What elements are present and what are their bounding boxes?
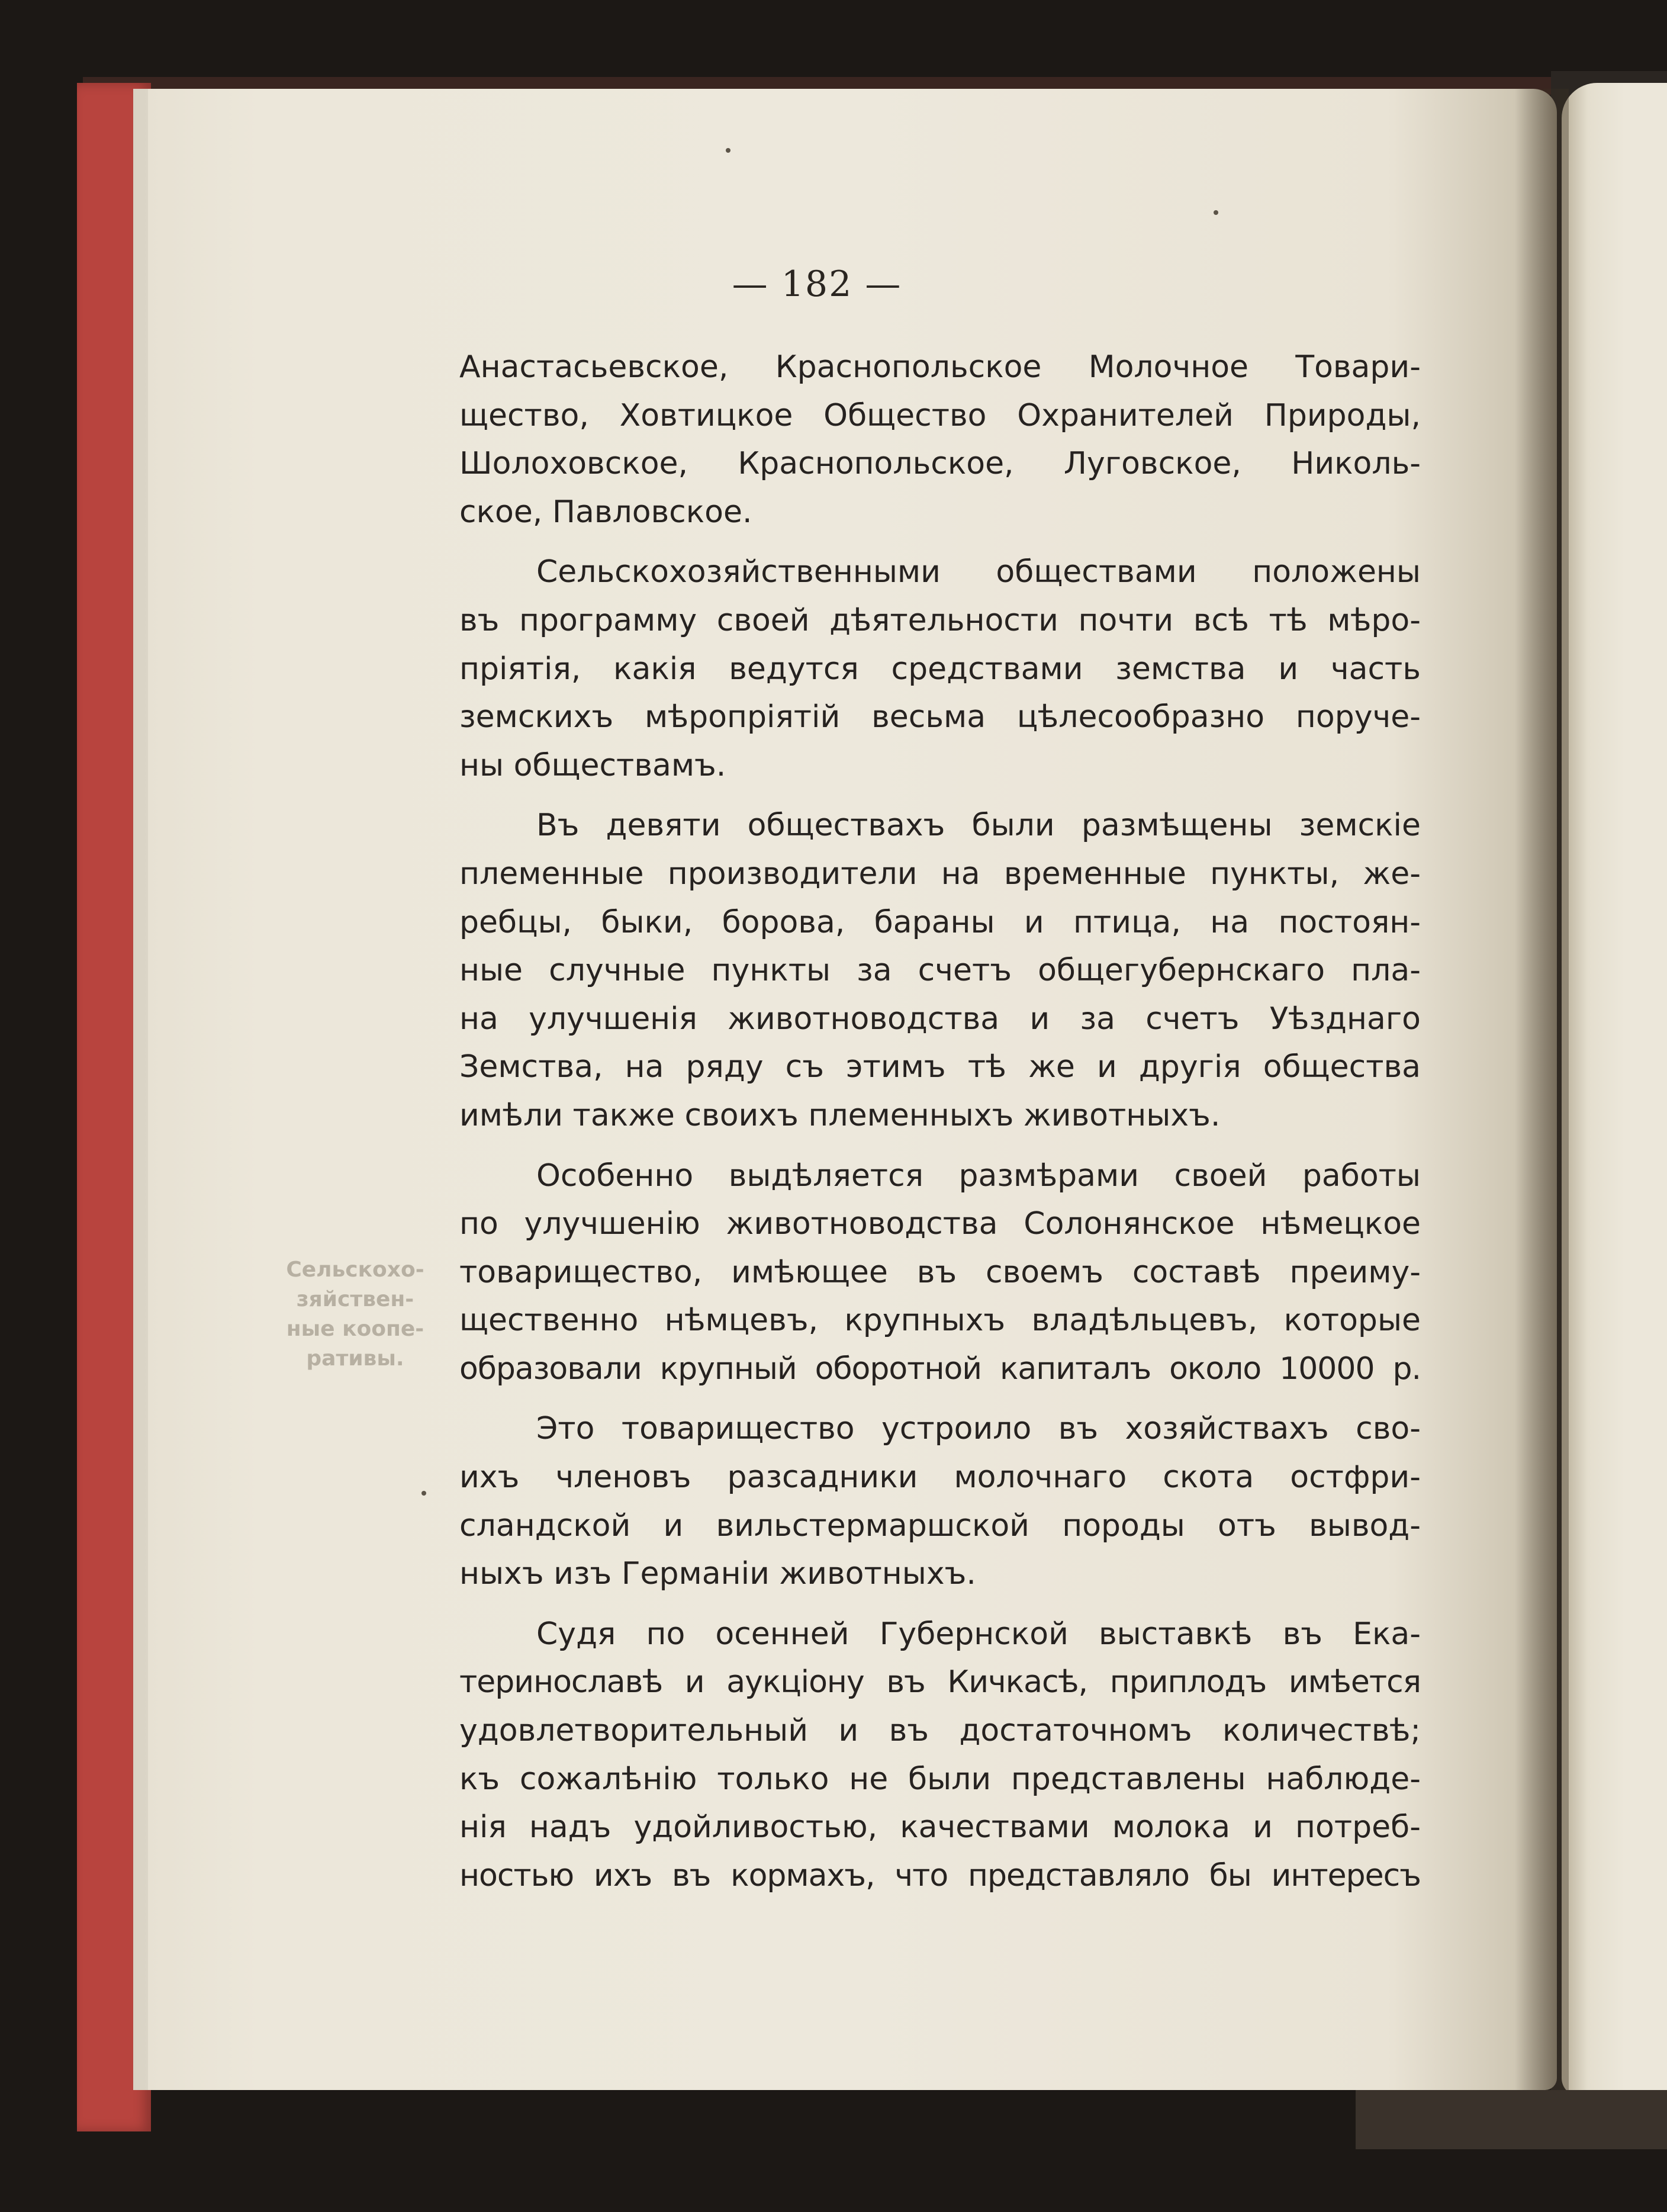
spine-shadow <box>1515 89 1569 2090</box>
text-line: Въ девяти обществахъ были размѣщены земскіе <box>536 808 1421 844</box>
text-line: теринославѣ и аукціону въ Кичкасѣ, приплодъ имѣется <box>459 1664 1421 1700</box>
body-text <box>459 343 1421 1900</box>
margin-note-line: ные коопе- <box>286 1317 424 1341</box>
text-line: ребцы, быки, борова, бараны и птица, на постоян- <box>459 904 1421 940</box>
text-line: ностью ихъ въ кормахъ, что представляло бы интересъ <box>459 1857 1421 1893</box>
text-line: товарищество, имѣющее въ своемъ составѣ преиму- <box>459 1254 1421 1290</box>
text-line: щество, Ховтицкое Общество Охранителей Природы, <box>459 397 1421 433</box>
text-line: Земства, на ряду съ этимъ тѣ же и другія общества <box>459 1049 1421 1085</box>
margin-note-line: ративы. <box>306 1346 404 1371</box>
text-line: племенные производители на временные пункты, же- <box>459 856 1421 892</box>
text-line: Шолоховское, Краснопольское, Луговское, Николь- <box>459 446 1421 482</box>
text-line: въ программу своей дѣятельности почти всѣ тѣ мѣро- <box>459 602 1421 638</box>
text-line: къ сожалѣнію только не были представлены наблюде- <box>459 1761 1421 1797</box>
page-number: — 182 — <box>732 263 902 305</box>
text-line: ны обществамъ. <box>459 747 726 783</box>
text-line: ское, Павловское. <box>459 494 752 530</box>
text-line: Сельскохозяйственными обществами положены <box>536 554 1421 590</box>
text-line: Особенно выдѣляется размѣрами своей работы <box>536 1158 1421 1194</box>
margin-note-line: зяйствен- <box>296 1287 414 1311</box>
text-line: Судя по осенней Губернской выставкѣ въ Ека- <box>536 1616 1421 1652</box>
facing-page <box>1562 83 1667 2096</box>
text-line: удовлетворительный и въ достаточномъ количествѣ; <box>459 1713 1421 1749</box>
text-line: ные случные пункты за счетъ общегубернскаго пла- <box>459 953 1421 989</box>
text-line: земскихъ мѣропріятій весьма цѣлесообразно поруче- <box>459 699 1421 735</box>
paper-speck <box>726 148 730 153</box>
text-line: пріятія, какія ведутся средствами земства и часть <box>459 651 1421 687</box>
text-line: Анастасьевское, Краснопольское Молочное Товари- <box>459 349 1421 385</box>
text-line: имѣли также своихъ племенныхъ животныхъ. <box>459 1097 1221 1133</box>
text-line: щественно нѣмцевъ, крупныхъ владѣльцевъ, которые <box>459 1303 1421 1339</box>
text-line: по улучшенію животноводства Солонянское нѣмецкое <box>459 1206 1421 1242</box>
paper-speck <box>1214 210 1218 215</box>
text-line: сландской и вильстермаршской породы отъ вывод- <box>459 1507 1421 1544</box>
text-line: нія надъ удойливостью, качествами молока и потреб- <box>459 1809 1421 1846</box>
text-line: на улучшенія животноводства и за счетъ Уѣзднаго <box>459 1001 1421 1037</box>
text-line: Это товарищество устроило въ хозяйствахъ сво- <box>536 1411 1421 1447</box>
text-line: образовали крупный оборотной капиталъ около 10000 р. <box>459 1351 1421 1387</box>
text-line: ихъ членовъ разсадники молочнаго скота остфри- <box>459 1459 1421 1496</box>
text-line: ныхъ изъ Германіи животныхъ. <box>459 1556 976 1592</box>
paper-speck <box>421 1491 426 1496</box>
margin-note-line: Сельскохо- <box>286 1258 424 1282</box>
book-cover-bottom <box>1356 2090 1667 2149</box>
margin-note <box>284 1255 426 1374</box>
